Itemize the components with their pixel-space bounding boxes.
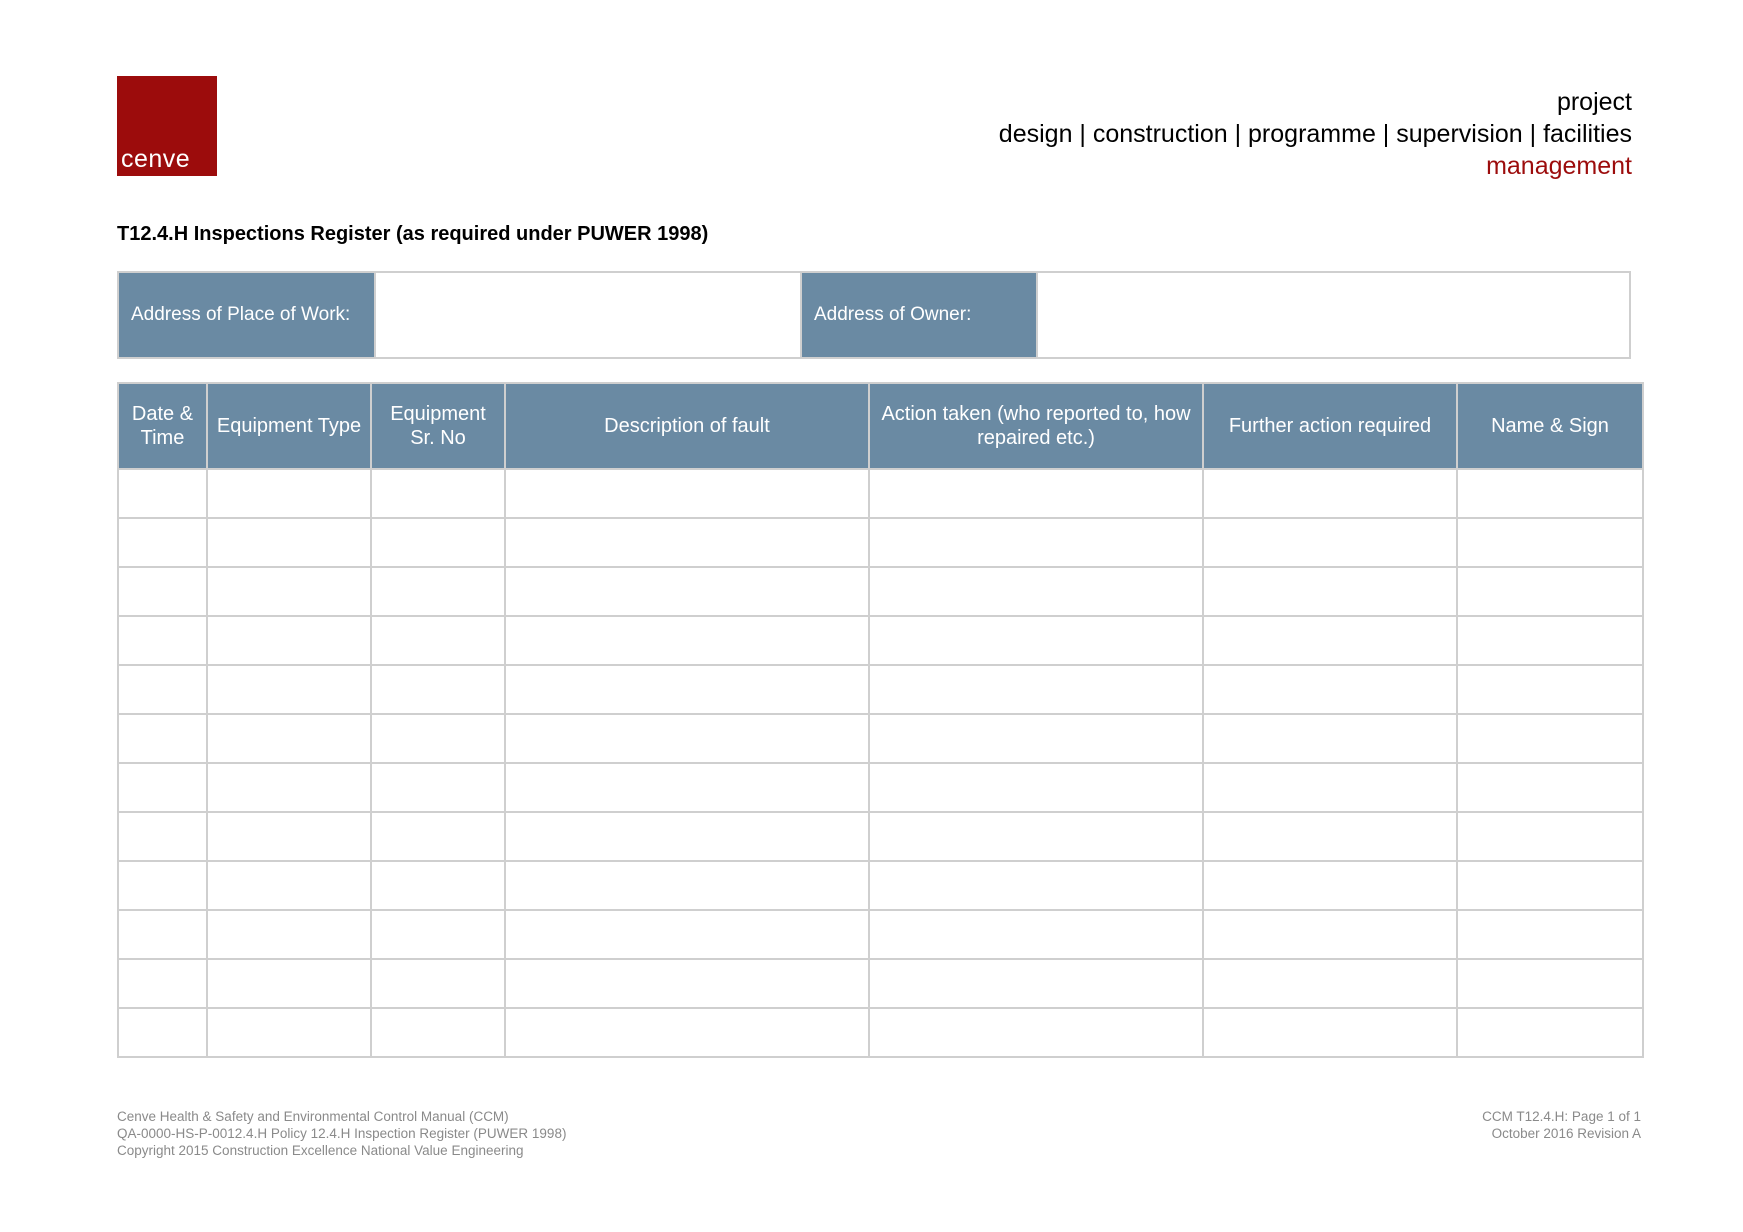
column-header-action-taken: Action taken (who reported to, how repaired etc.) [869, 383, 1203, 469]
table-cell[interactable] [869, 714, 1203, 763]
footer-copyright: Copyright 2015 Construction Excellence National Value Engineering [117, 1143, 524, 1158]
table-cell[interactable] [1203, 812, 1457, 861]
column-header-equipment-type: Equipment Type [207, 383, 371, 469]
table-cell[interactable] [371, 959, 505, 1008]
table-cell[interactable] [505, 910, 869, 959]
table-cell[interactable] [1203, 567, 1457, 616]
table-row [118, 665, 1643, 714]
table-cell[interactable] [118, 812, 207, 861]
table-cell[interactable] [1203, 910, 1457, 959]
logo-text: cenve [121, 145, 191, 173]
table-cell[interactable] [1203, 469, 1457, 518]
table-cell[interactable] [505, 812, 869, 861]
table-cell[interactable] [505, 1008, 869, 1057]
table-cell[interactable] [1457, 714, 1643, 763]
table-cell[interactable] [371, 714, 505, 763]
table-cell[interactable] [1457, 1008, 1643, 1057]
table-cell[interactable] [1203, 1008, 1457, 1057]
table-cell[interactable] [1203, 665, 1457, 714]
table-cell[interactable] [207, 959, 371, 1008]
table-cell[interactable] [118, 959, 207, 1008]
table-cell[interactable] [505, 763, 869, 812]
table-cell[interactable] [118, 763, 207, 812]
table-cell[interactable] [1457, 910, 1643, 959]
table-cell[interactable] [118, 665, 207, 714]
table-cell[interactable] [505, 714, 869, 763]
inspections-register-table [117, 382, 1644, 1058]
table-cell[interactable] [1457, 861, 1643, 910]
table-cell[interactable] [1457, 812, 1643, 861]
table-cell[interactable] [1457, 518, 1643, 567]
column-header-further-action: Further action required [1203, 383, 1457, 469]
table-row [118, 959, 1643, 1008]
table-cell[interactable] [207, 665, 371, 714]
table-cell[interactable] [1457, 469, 1643, 518]
table-row [118, 567, 1643, 616]
table-cell[interactable] [207, 714, 371, 763]
document-title: T12.4.H Inspections Register (as required under PUWER 1998) [117, 223, 709, 245]
table-row [118, 469, 1643, 518]
table-cell[interactable] [869, 567, 1203, 616]
table-cell[interactable] [371, 616, 505, 665]
table-cell[interactable] [869, 910, 1203, 959]
table-cell[interactable] [371, 518, 505, 567]
table-cell[interactable] [1457, 959, 1643, 1008]
table-cell[interactable] [371, 665, 505, 714]
table-cell[interactable] [207, 1008, 371, 1057]
table-cell[interactable] [1203, 616, 1457, 665]
tagline-line-3: management [1486, 152, 1632, 180]
table-cell[interactable] [869, 812, 1203, 861]
table-cell[interactable] [505, 861, 869, 910]
table-cell[interactable] [869, 763, 1203, 812]
table-row [118, 910, 1643, 959]
table-row [118, 616, 1643, 665]
table-row [118, 518, 1643, 567]
place-of-work-field[interactable] [375, 272, 801, 358]
table-cell[interactable] [207, 518, 371, 567]
owner-address-label: Address of Owner: [801, 272, 1037, 358]
table-row [118, 812, 1643, 861]
table-cell[interactable] [207, 763, 371, 812]
table-cell[interactable] [371, 910, 505, 959]
table-cell[interactable] [869, 1008, 1203, 1057]
table-cell[interactable] [1457, 567, 1643, 616]
table-cell[interactable] [207, 812, 371, 861]
table-cell[interactable] [1457, 763, 1643, 812]
table-cell[interactable] [1203, 714, 1457, 763]
footer-manual-title: Cenve Health & Safety and Environmental Control Manual (CCM) [117, 1109, 509, 1124]
table-cell[interactable] [118, 518, 207, 567]
table-cell[interactable] [505, 518, 869, 567]
table-cell[interactable] [118, 469, 207, 518]
table-cell[interactable] [1457, 665, 1643, 714]
address-table [117, 271, 1631, 359]
table-cell[interactable] [118, 616, 207, 665]
table-cell[interactable] [371, 763, 505, 812]
table-cell[interactable] [371, 1008, 505, 1057]
table-cell[interactable] [118, 567, 207, 616]
column-header-description-of-fault: Description of fault [505, 383, 869, 469]
tagline-line-1: project [1556, 88, 1632, 116]
table-cell[interactable] [371, 567, 505, 616]
register-body [118, 469, 1643, 1057]
table-cell[interactable] [118, 1008, 207, 1057]
table-cell[interactable] [207, 861, 371, 910]
table-cell[interactable] [371, 812, 505, 861]
footer-right [1482, 1108, 1641, 1142]
owner-address-field[interactable] [1037, 272, 1630, 358]
table-row [118, 763, 1643, 812]
table-cell[interactable] [505, 616, 869, 665]
table-cell[interactable] [207, 910, 371, 959]
register-header-row [118, 383, 1643, 469]
table-cell[interactable] [118, 910, 207, 959]
cenve-logo [117, 76, 217, 176]
column-header-name-sign: Name & Sign [1457, 383, 1643, 469]
column-header-date-time: Date & Time [118, 383, 207, 469]
table-cell[interactable] [869, 616, 1203, 665]
table-cell[interactable] [207, 567, 371, 616]
footer-document-reference: QA-0000-HS-P-0012.4.H Policy 12.4.H Inspection Register (PUWER 1998) [117, 1126, 567, 1141]
table-cell[interactable] [869, 469, 1203, 518]
table-cell[interactable] [118, 714, 207, 763]
company-tagline [999, 86, 1632, 182]
footer-page-number: CCM T12.4.H: Page 1 of 1 [1482, 1109, 1641, 1124]
table-cell[interactable] [1203, 518, 1457, 567]
footer-left [117, 1108, 566, 1159]
footer-revision: October 2016 Revision A [1491, 1126, 1641, 1141]
table-cell[interactable] [1203, 763, 1457, 812]
table-cell[interactable] [1203, 861, 1457, 910]
table-cell[interactable] [505, 665, 869, 714]
table-cell[interactable] [1457, 616, 1643, 665]
table-cell[interactable] [505, 959, 869, 1008]
table-cell[interactable] [118, 861, 207, 910]
table-row [118, 714, 1643, 763]
table-cell[interactable] [207, 616, 371, 665]
table-row [118, 861, 1643, 910]
table-cell[interactable] [371, 861, 505, 910]
place-of-work-label: Address of Place of Work: [118, 272, 375, 358]
table-cell[interactable] [207, 469, 371, 518]
table-cell[interactable] [869, 665, 1203, 714]
table-cell[interactable] [869, 861, 1203, 910]
table-cell[interactable] [371, 469, 505, 518]
table-cell[interactable] [505, 469, 869, 518]
tagline-line-2: design | construction | programme | supervision | facilities [998, 120, 1632, 148]
column-header-equipment-serial: Equipment Sr. No [371, 383, 505, 469]
table-cell[interactable] [1203, 959, 1457, 1008]
table-cell[interactable] [869, 518, 1203, 567]
table-cell[interactable] [869, 959, 1203, 1008]
table-row [118, 1008, 1643, 1057]
table-cell[interactable] [505, 567, 869, 616]
